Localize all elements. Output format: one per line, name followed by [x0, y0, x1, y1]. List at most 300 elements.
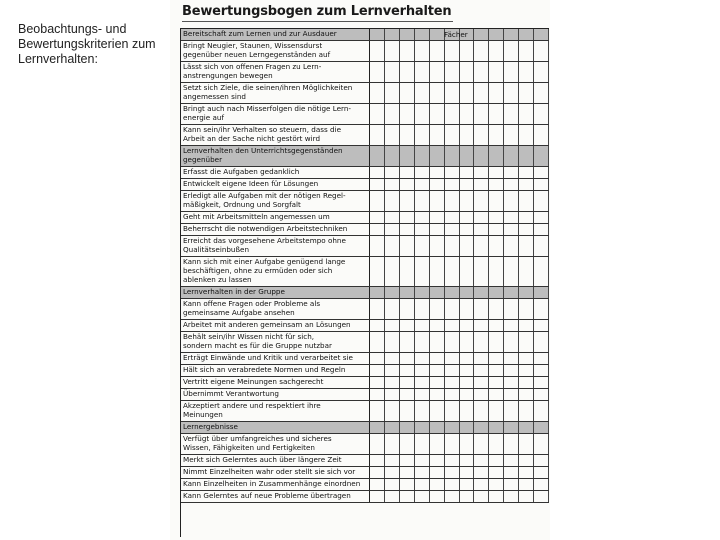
rating-cell	[519, 125, 534, 145]
rating-cell	[489, 455, 504, 466]
rating-cell	[415, 353, 430, 364]
criterion-label: Lässt sich von offenen Fragen zu Lern- anstrengungen bewegen	[181, 62, 370, 82]
rating-cell	[519, 491, 534, 502]
rating-cell	[370, 422, 385, 433]
rating-cell	[400, 422, 415, 433]
rating-cell	[445, 62, 460, 82]
criterion-label: Erreicht das vorgesehene Arbeitstempo ohne Qualitätseinbußen	[181, 236, 370, 256]
rating-cell	[474, 146, 489, 166]
rating-cell	[385, 167, 400, 178]
rating-cell	[534, 257, 549, 286]
rating-cell	[504, 146, 519, 166]
rating-cell	[385, 104, 400, 124]
rating-cell	[460, 212, 475, 223]
rating-cell	[370, 83, 385, 103]
criterion-label: Vertritt eigene Meinungen sachgerecht	[181, 377, 370, 388]
rating-cell	[430, 191, 445, 211]
rating-cell	[430, 125, 445, 145]
rating-cell	[489, 257, 504, 286]
rating-cell	[385, 320, 400, 331]
rating-cell	[504, 29, 519, 40]
rating-cell	[385, 146, 400, 166]
rating-cell	[400, 491, 415, 502]
rating-cell	[400, 365, 415, 376]
rating-cell	[460, 455, 475, 466]
criterion-row	[181, 41, 549, 62]
rating-cell	[415, 365, 430, 376]
rating-cell	[430, 491, 445, 502]
criterion-label: Erträgt Einwände und Kritik und verarbeitet sie	[181, 353, 370, 364]
rating-cell	[489, 401, 504, 421]
criterion-row	[181, 62, 549, 83]
rating-cell	[519, 455, 534, 466]
rating-cell	[519, 212, 534, 223]
criterion-row	[181, 467, 549, 479]
rating-cell	[445, 491, 460, 502]
rating-cell	[534, 125, 549, 145]
rating-cell	[400, 41, 415, 61]
rating-cell	[489, 422, 504, 433]
rating-cell	[445, 434, 460, 454]
rating-cell	[460, 224, 475, 235]
criterion-row	[181, 299, 549, 320]
rating-cell	[445, 479, 460, 490]
rating-cell	[400, 401, 415, 421]
rating-cell	[534, 104, 549, 124]
rating-cell	[534, 353, 549, 364]
rating-cell	[534, 62, 549, 82]
rating-cell	[430, 320, 445, 331]
rating-cell	[445, 125, 460, 145]
rating-cell	[504, 332, 519, 352]
rating-cell	[400, 320, 415, 331]
rating-cell	[445, 299, 460, 319]
rating-cell	[430, 62, 445, 82]
rating-cell	[534, 236, 549, 256]
rating-cell	[430, 377, 445, 388]
rating-cell	[400, 257, 415, 286]
criterion-label: Kann sich mit einer Aufgabe genügend lange beschäftigen, ohne zu ermüden oder sich ablenken zu lassen	[181, 257, 370, 286]
rating-cell	[415, 389, 430, 400]
rating-cell	[415, 83, 430, 103]
rating-cell	[504, 167, 519, 178]
rating-cell	[474, 299, 489, 319]
rating-cell	[370, 146, 385, 166]
rating-cell	[370, 257, 385, 286]
rating-cell	[489, 434, 504, 454]
criterion-row	[181, 83, 549, 104]
rating-cell	[474, 212, 489, 223]
rating-cell	[415, 146, 430, 166]
rating-cell	[445, 401, 460, 421]
rating-cell	[415, 332, 430, 352]
rating-cell	[534, 479, 549, 490]
rating-cell	[534, 422, 549, 433]
rating-cell	[460, 353, 475, 364]
criterion-row	[181, 320, 549, 332]
rating-cell	[460, 422, 475, 433]
rating-cell	[504, 389, 519, 400]
rating-cell	[474, 29, 489, 40]
rating-cell	[460, 191, 475, 211]
rating-cell	[460, 320, 475, 331]
rating-cell	[534, 455, 549, 466]
rating-cell	[489, 299, 504, 319]
rating-cell	[460, 236, 475, 256]
rating-cell	[504, 179, 519, 190]
rating-cell	[445, 332, 460, 352]
rating-cell	[385, 29, 400, 40]
section-label: Bereitschaft zum Lernen und zur Ausdauer	[181, 29, 370, 40]
rating-cell	[504, 104, 519, 124]
rating-cell	[415, 62, 430, 82]
criterion-row	[181, 491, 549, 503]
rating-cell	[489, 491, 504, 502]
rating-cell	[385, 332, 400, 352]
rating-cell	[385, 479, 400, 490]
rating-cell	[489, 287, 504, 298]
rating-cell	[415, 104, 430, 124]
criterion-row	[181, 125, 549, 146]
rating-cell	[415, 125, 430, 145]
rating-cell	[445, 467, 460, 478]
criterion-row	[181, 389, 549, 401]
criterion-row	[181, 179, 549, 191]
rating-cell	[474, 377, 489, 388]
rating-cell	[370, 104, 385, 124]
rating-cell	[445, 83, 460, 103]
rating-cell	[519, 179, 534, 190]
rating-cell	[474, 434, 489, 454]
rating-cell	[460, 491, 475, 502]
rating-cell	[430, 467, 445, 478]
criterion-label: Setzt sich Ziele, die seinen/ihren Möglichkeiten angemessen sind	[181, 83, 370, 103]
criterion-label: Übernimmt Verantwortung	[181, 389, 370, 400]
rating-cell	[504, 287, 519, 298]
rating-cell	[460, 62, 475, 82]
rating-cell	[400, 179, 415, 190]
rating-cell	[460, 479, 475, 490]
rating-cell	[370, 401, 385, 421]
criterion-row	[181, 434, 549, 455]
rating-cell	[400, 479, 415, 490]
rating-cell	[385, 491, 400, 502]
rating-cell	[519, 320, 534, 331]
rating-cell	[534, 224, 549, 235]
rating-cell	[534, 167, 549, 178]
rating-cell	[519, 146, 534, 166]
rating-cell	[519, 287, 534, 298]
rating-cell	[519, 422, 534, 433]
rating-cell	[430, 287, 445, 298]
rating-cell	[519, 389, 534, 400]
rating-cell	[504, 434, 519, 454]
rating-cell	[504, 191, 519, 211]
criterion-row	[181, 353, 549, 365]
rating-cell	[400, 236, 415, 256]
rating-cell	[400, 83, 415, 103]
rating-cell	[534, 389, 549, 400]
rating-cell	[489, 377, 504, 388]
rating-cell	[504, 467, 519, 478]
criterion-label: Nimmt Einzelheiten wahr oder stellt sie sich vor	[181, 467, 370, 478]
rating-cell	[445, 224, 460, 235]
criterion-row	[181, 365, 549, 377]
rating-cell	[385, 83, 400, 103]
rating-cell	[430, 401, 445, 421]
rating-cell	[474, 320, 489, 331]
rating-cell	[385, 236, 400, 256]
rating-cell	[489, 479, 504, 490]
rating-cell	[370, 434, 385, 454]
rating-cell	[430, 422, 445, 433]
rating-cell	[430, 83, 445, 103]
rating-cell	[370, 455, 385, 466]
rating-cell	[504, 422, 519, 433]
rating-cell	[370, 167, 385, 178]
rating-cell	[460, 377, 475, 388]
rating-cell	[519, 191, 534, 211]
rating-cell	[385, 467, 400, 478]
rating-cell	[489, 353, 504, 364]
criterion-label: Kann sein/ihr Verhalten so steuern, dass die Arbeit an der Sache nicht gestört wird	[181, 125, 370, 145]
section-header-row	[181, 29, 549, 41]
criterion-label: Hält sich an verabredete Normen und Regeln	[181, 365, 370, 376]
rating-cell	[489, 167, 504, 178]
criterion-label: Arbeitet mit anderen gemeinsam an Lösungen	[181, 320, 370, 331]
rating-cell	[400, 125, 415, 145]
rating-cell	[445, 146, 460, 166]
rating-cell	[445, 377, 460, 388]
rating-cell	[370, 467, 385, 478]
rating-cell	[400, 212, 415, 223]
rating-cell	[534, 29, 549, 40]
rating-cell	[489, 224, 504, 235]
rating-cell	[460, 365, 475, 376]
rating-cell	[370, 287, 385, 298]
rating-cell	[385, 422, 400, 433]
rating-cell	[415, 434, 430, 454]
rating-cell	[415, 287, 430, 298]
rating-cell	[385, 377, 400, 388]
rating-cell	[519, 299, 534, 319]
section-label: Lernverhalten in der Gruppe	[181, 287, 370, 298]
rating-cell	[504, 236, 519, 256]
rating-cell	[400, 104, 415, 124]
rating-cell	[489, 236, 504, 256]
rating-cell	[430, 212, 445, 223]
rating-cell	[415, 236, 430, 256]
rating-cell	[534, 179, 549, 190]
rating-cell	[474, 191, 489, 211]
faecher-label: Fächer	[444, 30, 468, 39]
rating-cell	[385, 353, 400, 364]
section-label: Lernergebnisse	[181, 422, 370, 433]
rating-cell	[519, 29, 534, 40]
rating-cell	[504, 377, 519, 388]
rating-cell	[415, 191, 430, 211]
rating-cell	[385, 224, 400, 235]
rating-cell	[460, 179, 475, 190]
rating-cell	[474, 353, 489, 364]
rating-cell	[445, 236, 460, 256]
rating-cell	[489, 146, 504, 166]
rating-cell	[474, 257, 489, 286]
rating-cell	[445, 179, 460, 190]
rating-cell	[370, 299, 385, 319]
rating-cell	[474, 491, 489, 502]
rating-cell	[445, 455, 460, 466]
rating-cell	[474, 62, 489, 82]
rating-cell	[430, 167, 445, 178]
criterion-row	[181, 224, 549, 236]
rating-cell	[489, 191, 504, 211]
section-header-row	[181, 146, 549, 167]
slide-caption: Beobachtungs- und Bewertungskriterien zum Lernverhalten:	[18, 22, 156, 66]
rating-cell	[504, 320, 519, 331]
rating-cell	[400, 167, 415, 178]
rating-cell	[385, 455, 400, 466]
rating-cell	[460, 332, 475, 352]
criterion-label: Merkt sich Gelerntes auch über längere Zeit	[181, 455, 370, 466]
rating-cell	[370, 224, 385, 235]
rating-cell	[385, 365, 400, 376]
criterion-label: Bringt auch nach Misserfolgen die nötige Lern- energie auf	[181, 104, 370, 124]
rating-cell	[519, 167, 534, 178]
rating-cell	[504, 299, 519, 319]
criterion-label: Erfasst die Aufgaben gedanklich	[181, 167, 370, 178]
rating-cell	[489, 41, 504, 61]
rating-cell	[474, 125, 489, 145]
rating-cell	[370, 179, 385, 190]
criterion-label: Bringt Neugier, Staunen, Wissensdurst gegenüber neuen Lerngegenständen auf	[181, 41, 370, 61]
rating-cell	[519, 377, 534, 388]
rating-cell	[489, 104, 504, 124]
rating-cell	[504, 125, 519, 145]
rating-cell	[415, 41, 430, 61]
rating-cell	[430, 41, 445, 61]
rating-cell	[400, 191, 415, 211]
rating-cell	[400, 287, 415, 298]
rating-cell	[489, 212, 504, 223]
rating-cell	[370, 29, 385, 40]
rating-cell	[519, 41, 534, 61]
rating-cell	[400, 299, 415, 319]
rating-cell	[474, 287, 489, 298]
rating-cell	[385, 287, 400, 298]
rating-cell	[415, 299, 430, 319]
rating-cell	[385, 41, 400, 61]
rating-cell	[504, 353, 519, 364]
criterion-row	[181, 212, 549, 224]
rating-cell	[400, 455, 415, 466]
rating-cell	[445, 212, 460, 223]
rating-cell	[460, 467, 475, 478]
rating-cell	[534, 320, 549, 331]
rating-cell	[474, 467, 489, 478]
rating-cell	[519, 62, 534, 82]
rating-cell	[474, 455, 489, 466]
rating-cell	[370, 62, 385, 82]
rating-cell	[430, 299, 445, 319]
rating-cell	[370, 320, 385, 331]
rating-cell	[400, 224, 415, 235]
rating-cell	[430, 353, 445, 364]
section-header-row	[181, 287, 549, 299]
rating-cell	[445, 41, 460, 61]
rating-cell	[504, 83, 519, 103]
rating-cell	[415, 224, 430, 235]
rating-cell	[534, 299, 549, 319]
rating-cell	[430, 455, 445, 466]
rating-cell	[385, 62, 400, 82]
rating-cell	[445, 422, 460, 433]
criterion-row	[181, 167, 549, 179]
criterion-label: Kann Gelerntes auf neue Probleme übertragen	[181, 491, 370, 502]
rating-cell	[460, 125, 475, 145]
criterion-label: Kann offene Fragen oder Probleme als gemeinsame Aufgabe ansehen	[181, 299, 370, 319]
rating-cell	[445, 287, 460, 298]
criterion-row	[181, 479, 549, 491]
criterion-row	[181, 191, 549, 212]
rating-cell	[534, 332, 549, 352]
rating-cell	[489, 320, 504, 331]
rating-cell	[415, 377, 430, 388]
criterion-row	[181, 455, 549, 467]
rating-cell	[400, 353, 415, 364]
rating-cell	[474, 179, 489, 190]
rating-cell	[385, 401, 400, 421]
rating-cell	[430, 479, 445, 490]
criterion-row	[181, 104, 549, 125]
rating-cell	[370, 389, 385, 400]
rating-cell	[430, 257, 445, 286]
rating-cell	[489, 62, 504, 82]
rating-cell	[430, 236, 445, 256]
rating-cell	[430, 224, 445, 235]
rating-cell	[460, 146, 475, 166]
rating-cell	[430, 29, 445, 40]
rating-cell	[430, 389, 445, 400]
rating-cell	[370, 236, 385, 256]
rating-cell	[400, 29, 415, 40]
criterion-row	[181, 236, 549, 257]
rating-cell	[445, 257, 460, 286]
rating-cell	[474, 167, 489, 178]
criterion-label: Entwickelt eigene Ideen für Lösungen	[181, 179, 370, 190]
rating-cell	[489, 125, 504, 145]
rating-cell	[400, 389, 415, 400]
rating-cell	[534, 401, 549, 421]
rating-cell	[445, 365, 460, 376]
rating-cell	[534, 377, 549, 388]
rating-cell	[519, 236, 534, 256]
rating-cell	[519, 353, 534, 364]
rating-cell	[445, 389, 460, 400]
criterion-label: Akzeptiert andere und respektiert ihre Meinungen	[181, 401, 370, 421]
rating-cell	[460, 389, 475, 400]
rating-cell	[430, 146, 445, 166]
rating-cell	[400, 332, 415, 352]
section-header-row	[181, 422, 549, 434]
criterion-label: Geht mit Arbeitsmitteln angemessen um	[181, 212, 370, 223]
rating-cell	[504, 224, 519, 235]
rating-cell	[534, 467, 549, 478]
rating-cell	[415, 212, 430, 223]
rating-cell	[415, 179, 430, 190]
rating-cell	[534, 434, 549, 454]
rating-cell	[504, 365, 519, 376]
